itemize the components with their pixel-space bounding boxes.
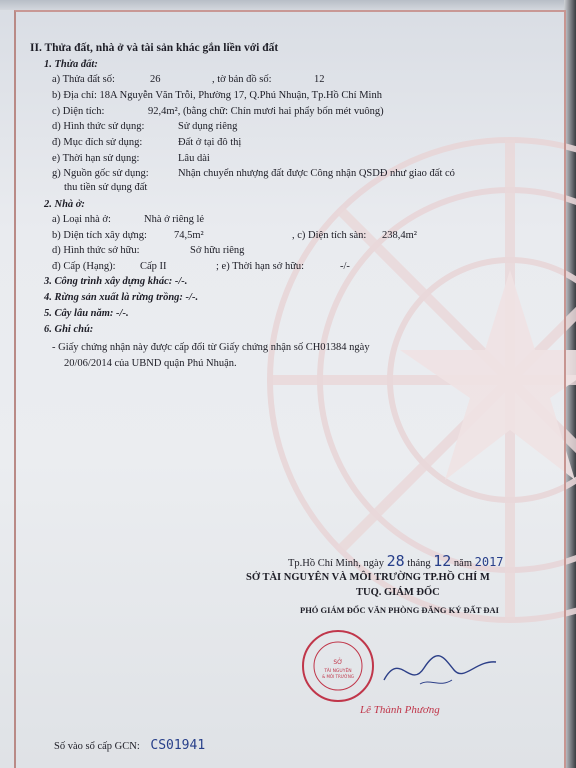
built-area-value: 74,5m² <box>174 230 204 241</box>
date-prefix: Tp.Hồ Chí Minh, ngày <box>288 558 384 569</box>
signer-name: Lê Thành Phương <box>360 704 440 716</box>
year-label: năm <box>453 558 472 569</box>
origin-line <box>52 168 455 180</box>
date-day: 28 <box>386 552 405 570</box>
deputy-title: PHÓ GIÁM ĐỐC VĂN PHÒNG ĐĂNG KÝ ĐẤT ĐAI <box>300 605 499 615</box>
ownership-label: d) Hình thức sở hữu: <box>52 245 140 256</box>
plot-number: 26 <box>150 74 161 85</box>
purpose-line <box>52 137 242 149</box>
ownership-value: Sở hữu riêng <box>190 245 245 256</box>
grade-label: đ) Cấp (Hạng): <box>52 261 116 272</box>
term-label: e) Thời hạn sử dụng: <box>52 153 140 164</box>
map-number: 12 <box>314 74 325 85</box>
other-works: 3. Công trình xây dựng khác: -/-. <box>44 276 188 287</box>
use-form-line <box>52 121 238 133</box>
origin-label: g) Nguồn gốc sử dụng: <box>52 168 149 179</box>
grade-line <box>52 261 350 273</box>
house-type-line <box>52 214 205 226</box>
gcn-line <box>54 740 205 753</box>
svg-text:TÀI NGUYÊN: TÀI NGUYÊN <box>324 669 352 674</box>
house-type-label: a) Loại nhà ở: <box>52 214 111 225</box>
department-name: SỞ TÀI NGUYÊN VÀ MÔI TRƯỜNG TP.HỒ CHÍ M <box>246 572 490 583</box>
date-year: 2017 <box>474 555 504 569</box>
land-heading: 1. Thửa đất: <box>44 59 98 70</box>
term-line <box>52 153 210 165</box>
notes-heading: 6. Ghi chú: <box>44 324 94 335</box>
map-label: , tờ bản đồ số: <box>212 74 272 85</box>
area-line <box>52 106 384 118</box>
purpose-value: Đất ở tại đô thị <box>178 137 242 148</box>
grade-value: Cấp II <box>140 261 167 272</box>
perennial: 5. Cây lâu năm: -/-. <box>44 308 129 319</box>
signing-date <box>288 552 504 570</box>
date-month: 12 <box>433 552 452 570</box>
built-area-line <box>52 230 417 242</box>
own-term-value: -/- <box>340 261 350 272</box>
gcn-label: Số vào sổ cấp GCN: <box>54 741 140 752</box>
built-area-label: b) Diện tích xây dựng: <box>52 230 147 241</box>
origin-value: Nhận chuyển nhượng đất được Công nhận QSDĐ như giao đất có <box>178 168 455 179</box>
use-form-value: Sử dụng riêng <box>178 121 238 132</box>
on-behalf: TUQ. GIÁM ĐỐC <box>356 587 440 598</box>
floor-area-label: , c) Diện tích sàn: <box>292 230 367 241</box>
gcn-number: CS01941 <box>150 738 206 753</box>
forest: 4. Rừng sản xuất là rừng trồng: -/-. <box>44 292 199 303</box>
purpose-label: đ) Mục đích sử dụng: <box>52 137 143 148</box>
use-form-label: d) Hình thức sử dụng: <box>52 121 145 132</box>
section-title: II. Thửa đất, nhà ở và tài sản khác gắn liền với đất <box>30 42 279 54</box>
floor-area-value: 238,4m² <box>382 230 417 241</box>
origin-line-2: thu tiền sử dụng đất <box>64 182 148 193</box>
plot-line <box>52 74 325 86</box>
area-label: c) Diện tích: <box>52 106 105 117</box>
official-seal-icon <box>300 628 376 704</box>
month-label: tháng <box>407 558 431 569</box>
note-line-1: - Giấy chứng nhận này được cấp đổi từ Giấy chứng nhận số CH01384 ngày <box>52 342 370 353</box>
house-heading: 2. Nhà ở: <box>44 199 85 210</box>
svg-text:& MÔI TRƯỜNG: & MÔI TRƯỜNG <box>322 674 354 679</box>
monitor-top-edge <box>0 0 576 10</box>
term-value: Lâu dài <box>178 153 210 164</box>
svg-text:SỞ: SỞ <box>333 659 343 666</box>
plot-label: a) Thửa đất số: <box>52 74 115 85</box>
address-line: b) Địa chỉ: 18A Nguyễn Văn Trỗi, Phường 17, Q.Phú Nhuận, Tp.Hồ Chí Minh <box>52 90 382 101</box>
house-type-value: Nhà ở riêng lẻ <box>144 214 205 225</box>
signature-scribble-icon <box>380 640 500 700</box>
own-term-label: ; e) Thời hạn sở hữu: <box>216 261 305 272</box>
area-value: 92,4m², (bằng chữ: Chín mươi hai phẩy bốn mét vuông) <box>148 106 384 117</box>
ownership-line <box>52 245 245 257</box>
note-line-2: 20/06/2014 của UBND quận Phú Nhuận. <box>64 358 237 369</box>
